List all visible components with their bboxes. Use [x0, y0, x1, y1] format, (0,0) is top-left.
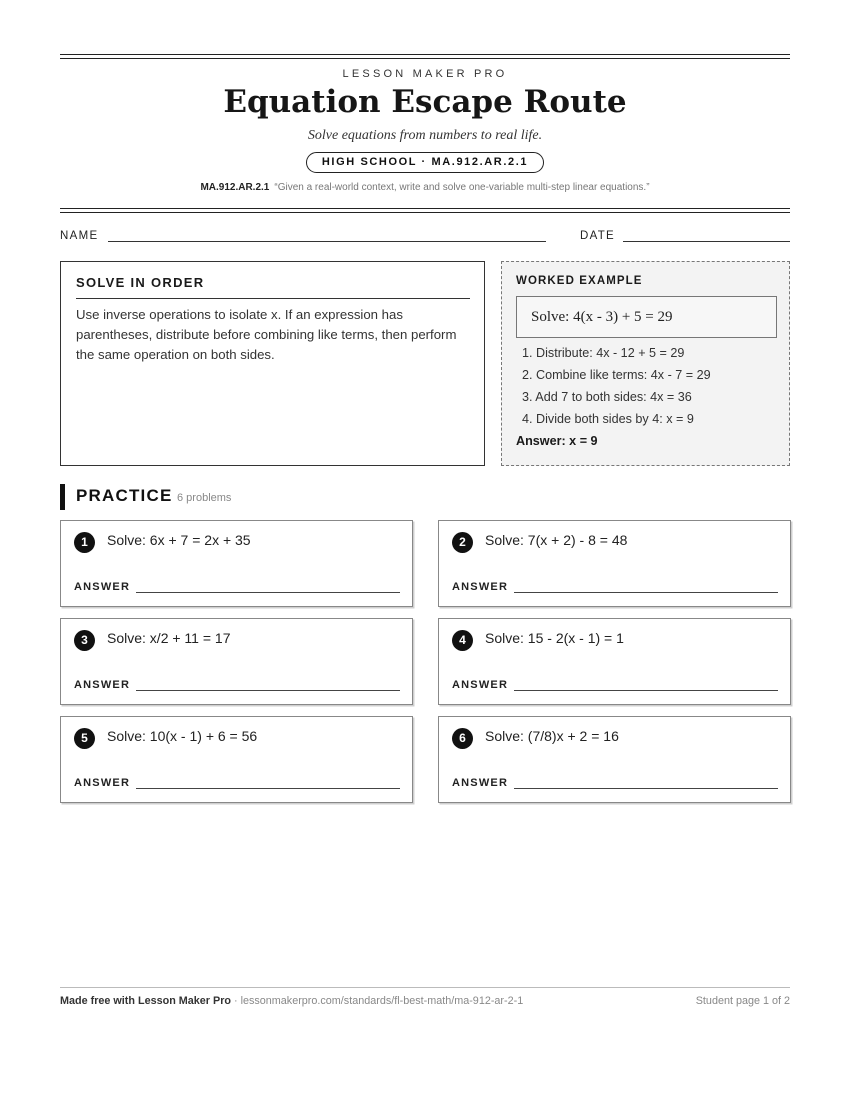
standard-code: MA.912.AR.2.1 — [200, 182, 270, 193]
worked-example-equation: Solve: 4(x - 3) + 5 = 29 — [531, 309, 673, 325]
date-field-line[interactable] — [623, 241, 790, 242]
problem-card-4 — [438, 618, 791, 705]
problem-text: Solve: 15 - 2(x - 1) = 1 — [485, 630, 624, 646]
problem-text: Solve: 10(x - 1) + 6 = 56 — [107, 728, 258, 744]
problem-card-5 — [60, 716, 413, 803]
solve-in-order-heading: SOLVE IN ORDER — [76, 275, 205, 290]
problem-card-3 — [60, 618, 413, 705]
answer-label: ANSWER — [74, 777, 131, 789]
answer-line[interactable] — [514, 690, 778, 691]
problem-number-badge: 3 — [74, 630, 95, 651]
footer-url[interactable]: · lessonmakerpro.com/standards/fl-best-math/ma-912-ar-2-1 — [231, 995, 524, 1007]
worked-example-box — [501, 261, 790, 466]
answer-label: ANSWER — [74, 679, 131, 691]
problem-text: Solve: x/2 + 11 = 17 — [107, 630, 231, 646]
answer-label: ANSWER — [452, 777, 509, 789]
footer-made-with: Made free with Lesson Maker Pro — [60, 995, 231, 1007]
problem-number-badge: 6 — [452, 728, 473, 749]
header-rule-top — [60, 54, 790, 55]
worked-example-heading: WORKED EXAMPLE — [516, 275, 643, 287]
worked-step: 4. Divide both sides by 4: x = 9 — [522, 412, 694, 426]
answer-line[interactable] — [136, 592, 400, 593]
problem-number-badge: 1 — [74, 532, 95, 553]
level-badge: HIGH SCHOOL · MA.912.AR.2.1 — [306, 152, 544, 173]
worked-example-steps — [516, 344, 711, 432]
worked-example-answer: Answer: x = 9 — [516, 434, 598, 448]
worked-step: 3. Add 7 to both sides: 4x = 36 — [522, 390, 692, 404]
answer-label: ANSWER — [452, 679, 509, 691]
problem-card-2 — [438, 520, 791, 607]
practice-accent-bar — [60, 484, 65, 510]
answer-line[interactable] — [514, 788, 778, 789]
footer-credit — [60, 995, 523, 1007]
answer-line[interactable] — [514, 592, 778, 593]
footer-page-number: Student page 1 of 2 — [695, 995, 790, 1007]
name-label: NAME — [60, 230, 99, 242]
problem-text: Solve: 6x + 7 = 2x + 35 — [107, 532, 251, 548]
brand-label: LESSON MAKER PRO — [342, 68, 508, 80]
solve-in-order-rule — [76, 298, 470, 299]
header-rule-top-inner — [60, 58, 790, 59]
page-title: Equation Escape Route — [223, 84, 627, 120]
answer-label: ANSWER — [74, 581, 131, 593]
solve-in-order-box — [60, 261, 485, 466]
name-field-line[interactable] — [108, 241, 546, 242]
problem-number-badge: 5 — [74, 728, 95, 749]
worked-step: 2. Combine like terms: 4x - 7 = 29 — [522, 368, 711, 382]
page-subtitle: Solve equations from numbers to real life. — [307, 128, 543, 143]
date-label: DATE — [580, 230, 616, 242]
solve-in-order-body: Use inverse operations to isolate x. If an expression has parentheses, distribute before combining like terms, then perform the same operation on both sides. — [76, 307, 457, 362]
practice-title: PRACTICE — [76, 486, 173, 505]
header-rule-bottom-inner — [60, 212, 790, 213]
problem-card-6 — [438, 716, 791, 803]
practice-count: 6 problems — [177, 492, 232, 504]
answer-line[interactable] — [136, 690, 400, 691]
standard-line — [60, 182, 790, 193]
problem-text: Solve: (7/8)x + 2 = 16 — [485, 728, 619, 744]
problem-number-badge: 2 — [452, 532, 473, 553]
worked-example-equation-box — [516, 296, 777, 338]
header-rule-bottom — [60, 208, 790, 209]
standard-text: “Given a real-world context, write and solve one-variable multi-step linear equations.” — [274, 182, 650, 193]
problem-card-1 — [60, 520, 413, 607]
footer-rule — [60, 987, 790, 988]
problem-number-badge: 4 — [452, 630, 473, 651]
answer-label: ANSWER — [452, 581, 509, 593]
answer-line[interactable] — [136, 788, 400, 789]
level-badge-wrap — [60, 152, 790, 173]
worked-step: 1. Distribute: 4x - 12 + 5 = 29 — [522, 346, 685, 360]
problem-text: Solve: 7(x + 2) - 8 = 48 — [485, 532, 628, 548]
worksheet-page — [60, 0, 790, 1100]
